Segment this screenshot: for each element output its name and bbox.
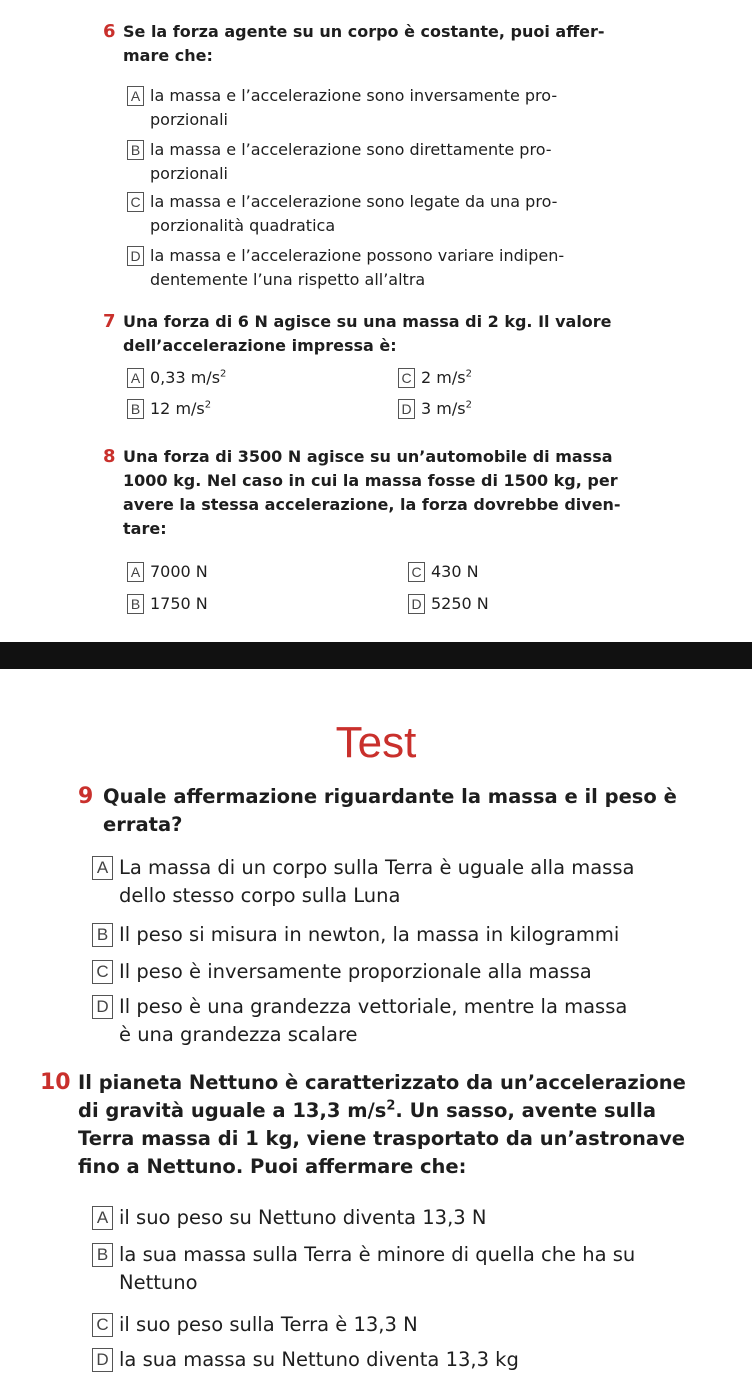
unit-exponent: 2 xyxy=(465,368,472,380)
option-c[interactable] xyxy=(398,366,598,390)
option-a[interactable] xyxy=(127,366,367,390)
option-text: La massa di un corpo sulla Terra è uguale alla massa dello stesso corpo sulla Luna xyxy=(119,856,635,907)
question-8 xyxy=(103,445,623,541)
question-text-start: Il pianeta Nettuno è caratterizzato da un’accelerazione di gravità uguale a 13,3 xyxy=(78,1071,686,1122)
question-10 xyxy=(40,1069,700,1181)
unit-exponent: 2 xyxy=(465,399,472,411)
option-a[interactable] xyxy=(92,1204,692,1232)
option-b[interactable] xyxy=(127,397,367,421)
question-text: Quale affermazione riguardante la massa e il peso è errata? xyxy=(103,785,677,836)
gravity-unit: m/s xyxy=(347,1099,387,1122)
option-value xyxy=(398,397,598,421)
option-text: la massa e l’accelerazione possono variare indipen- dentemente l’una rispetto all’altra xyxy=(150,246,565,289)
option-d[interactable] xyxy=(92,1346,692,1374)
question-6 xyxy=(103,20,623,68)
section-title: Test xyxy=(335,718,417,767)
option-a[interactable] xyxy=(127,560,367,584)
option-letter: C xyxy=(408,562,425,582)
option-text: la massa e l’accelerazione sono direttamente pro- porzionali xyxy=(150,140,552,183)
option-letter: B xyxy=(92,923,113,947)
question-text: Una forza di 6 N agisce su una massa di 2 kg. Il valore dell’accelerazione impressa è: xyxy=(123,312,612,355)
option-letter: C xyxy=(92,1313,113,1337)
option-letter: B xyxy=(127,594,144,614)
option-text: la sua massa su Nettuno diventa 13,3 kg xyxy=(119,1348,519,1371)
option-letter: D xyxy=(408,594,425,614)
option-text: 1750 N xyxy=(150,594,208,613)
option-letter: A xyxy=(92,856,113,880)
option-text: la massa e l’accelerazione sono legate da una pro- porzionalità quadratica xyxy=(150,192,558,235)
question-number: 6 xyxy=(103,21,116,42)
unit-exponent: 2 xyxy=(386,1098,396,1114)
option-d[interactable] xyxy=(408,592,608,616)
option-d[interactable] xyxy=(127,244,607,292)
option-letter: C xyxy=(92,960,113,984)
option-a[interactable] xyxy=(92,854,692,910)
question-text: Se la forza agente su un corpo è costante, puoi affer- mare che: xyxy=(123,22,605,65)
lower-page xyxy=(0,669,752,1379)
option-text: la massa e l’accelerazione sono inversamente pro- porzionali xyxy=(150,86,558,129)
unit-exponent: 2 xyxy=(220,368,227,380)
question-7 xyxy=(103,310,623,358)
option-d[interactable] xyxy=(92,993,692,1049)
option-unit: m/s xyxy=(436,399,466,418)
upper-page xyxy=(0,0,752,640)
option-text: il suo peso su Nettuno diventa 13,3 N xyxy=(119,1206,487,1229)
option-text: 5250 N xyxy=(431,594,489,613)
option-text: 430 N xyxy=(431,562,479,581)
option-unit: m/s xyxy=(436,368,466,387)
option-value xyxy=(127,397,367,421)
option-letter: A xyxy=(127,562,144,582)
option-letter: A xyxy=(92,1206,113,1230)
option-letter: B xyxy=(92,1243,113,1267)
option-number: 12 xyxy=(150,399,171,418)
question-number: 10 xyxy=(40,1070,71,1095)
question-text-end: . Un sasso, avente sulla Terra massa di 1 kg, viene trasportato da un’astronave fino a Nettuno. Puoi affermare che: xyxy=(78,1099,686,1178)
question-9 xyxy=(78,783,698,839)
option-text: Il peso si misura in newton, la massa in kilogrammi xyxy=(119,923,620,946)
question-number: 8 xyxy=(103,446,116,467)
option-number: 3 xyxy=(421,399,432,418)
option-number: 2 xyxy=(421,368,432,387)
option-unit: m/s xyxy=(175,399,205,418)
option-b[interactable] xyxy=(127,592,367,616)
option-text: Il peso è inversamente proporzionale alla massa xyxy=(119,960,592,983)
option-letter: B xyxy=(127,140,144,160)
question-text xyxy=(40,1069,700,1181)
option-number: 0,33 xyxy=(150,368,186,387)
option-c[interactable] xyxy=(408,560,608,584)
option-b[interactable] xyxy=(127,138,607,186)
page-divider-band xyxy=(0,642,752,669)
unit-exponent: 2 xyxy=(204,399,212,411)
question-text: Una forza di 3500 N agisce su un’automobile di massa 1000 kg. Nel caso in cui la massa fosse di 1500 kg, per avere la stessa accelerazione, la forza dovrebbe diven- tare: xyxy=(123,447,621,538)
option-c[interactable] xyxy=(92,1311,692,1339)
question-number: 9 xyxy=(78,784,94,809)
option-letter: D xyxy=(398,399,415,419)
option-letter: A xyxy=(127,86,144,106)
option-letter: D xyxy=(92,1348,113,1372)
option-d[interactable] xyxy=(398,397,598,421)
option-value xyxy=(398,366,598,390)
option-a[interactable] xyxy=(127,84,607,132)
option-unit: m/s xyxy=(190,368,221,387)
option-c[interactable] xyxy=(127,190,607,238)
option-text: Il peso è una grandezza vettoriale, mentre la massa è una grandezza scalare xyxy=(119,995,628,1046)
option-text: la sua massa sulla Terra è minore di quella che ha su Nettuno xyxy=(119,1243,636,1294)
option-text: 7000 N xyxy=(150,562,208,581)
option-letter: D xyxy=(127,246,144,266)
option-letter: B xyxy=(127,399,144,419)
option-letter: D xyxy=(92,995,113,1019)
option-b[interactable] xyxy=(92,921,692,949)
option-letter: C xyxy=(398,368,415,388)
option-letter: C xyxy=(127,192,144,212)
option-text: il suo peso sulla Terra è 13,3 N xyxy=(119,1313,418,1336)
option-letter: A xyxy=(127,368,144,388)
option-b[interactable] xyxy=(92,1241,692,1297)
option-value xyxy=(127,366,367,390)
option-c[interactable] xyxy=(92,958,692,986)
question-number: 7 xyxy=(103,311,116,332)
